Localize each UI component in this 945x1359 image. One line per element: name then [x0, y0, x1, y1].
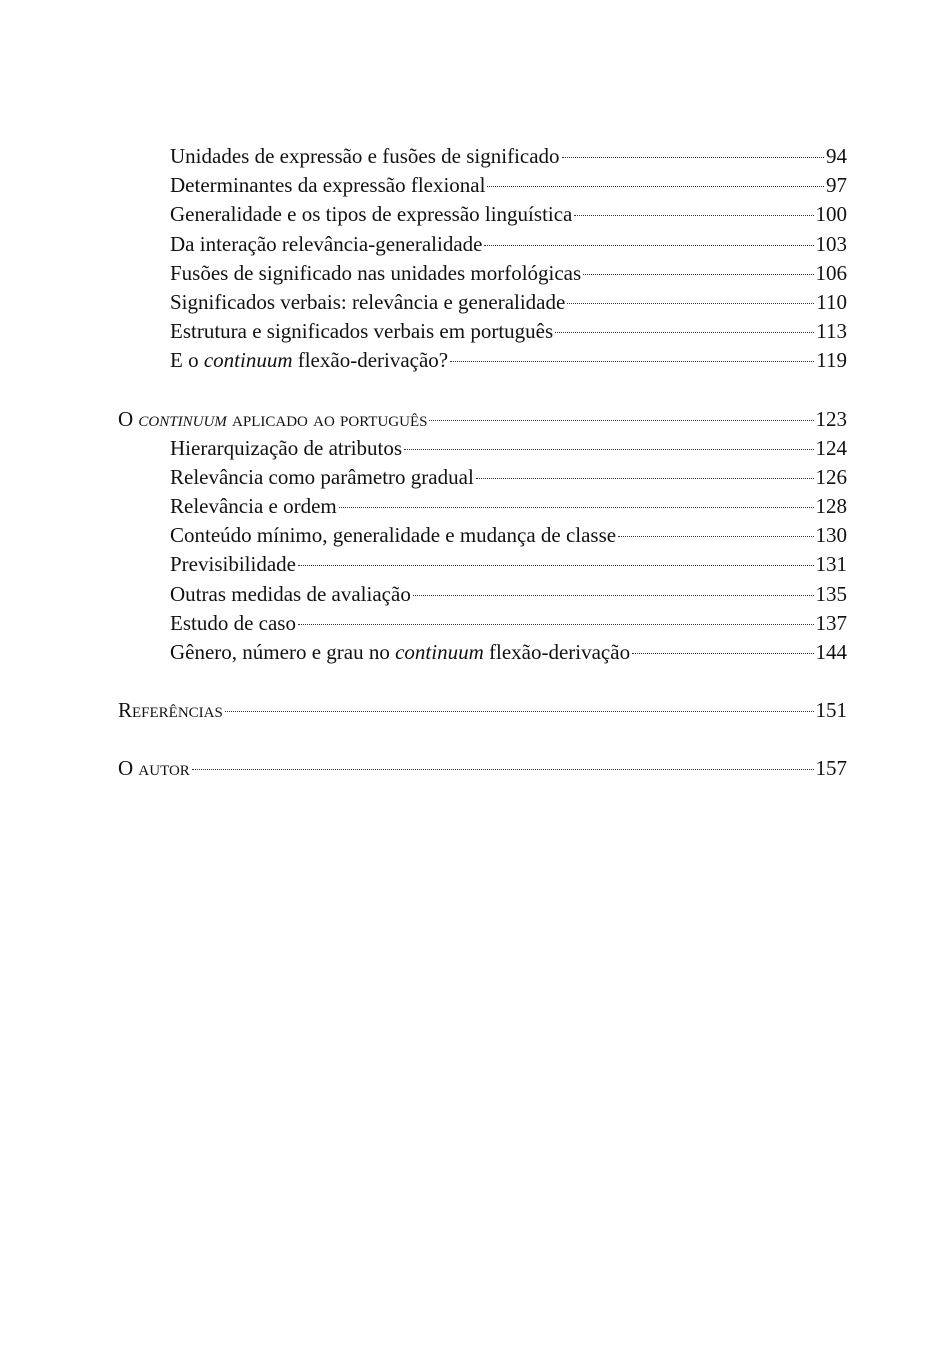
toc-entry[interactable] [118, 521, 847, 550]
toc-entry-title: Significados verbais: relevância e generalidade [170, 289, 566, 314]
toc-chapter[interactable] [118, 696, 847, 725]
toc-entry[interactable] [118, 171, 847, 200]
toc-entry-page: 110 [816, 289, 847, 314]
toc-chapter[interactable] [118, 754, 847, 783]
toc-chapter-title: Referências [118, 698, 223, 723]
dot-leader [476, 478, 814, 479]
toc-entry-title: Fusões de significado nas unidades morfológicas [170, 260, 582, 285]
toc-entry[interactable] [118, 580, 847, 609]
toc-entry-page: 103 [815, 231, 847, 256]
toc-entry[interactable] [118, 259, 847, 288]
toc-entry-page: 113 [816, 319, 847, 344]
title-text: flexão-derivação [483, 640, 631, 664]
dot-leader [298, 624, 814, 625]
dot-leader [583, 274, 813, 275]
toc-entry-title: Unidades de expressão e fusões de significado [170, 144, 560, 168]
toc-entry-title: Estudo de caso [170, 610, 296, 635]
toc-entry[interactable] [118, 550, 847, 579]
toc-entry-title: Relevância como parâmetro gradual [170, 464, 474, 489]
toc-entry-page: 100 [815, 202, 847, 227]
toc-entry-title [170, 638, 630, 667]
toc-entry[interactable] [118, 230, 847, 259]
toc-entry-title [170, 346, 448, 375]
title-italic-text: continuum [138, 406, 227, 431]
toc-entry[interactable] [118, 609, 847, 638]
title-text: E o [170, 348, 204, 373]
title-italic-text: continuum [395, 640, 484, 664]
dot-leader [413, 595, 814, 596]
toc-entry-title: Da interação relevância-generalidade [170, 231, 483, 256]
dot-leader [339, 507, 814, 508]
title-text: aplicado ao português [226, 406, 428, 431]
toc-entry-page: 123 [815, 406, 847, 431]
dot-leader [562, 157, 824, 158]
toc-entry-title: Conteúdo mínimo, generalidade e mudança de classe [170, 523, 617, 548]
toc-entry-page: 130 [815, 523, 847, 548]
toc-chapter[interactable] [118, 405, 847, 434]
title-text: flexão-derivação? [292, 348, 449, 373]
dot-leader [225, 711, 814, 712]
dot-leader [404, 449, 813, 450]
toc-entry[interactable] [118, 288, 847, 317]
toc-entry-page: 151 [815, 698, 847, 723]
toc-entry-page: 106 [815, 260, 847, 285]
toc-entry-page: 137 [815, 610, 847, 635]
toc-entry-page: 135 [815, 581, 847, 606]
toc-entry-page: 126 [815, 464, 847, 489]
toc-entry-page: 157 [815, 756, 847, 781]
toc-entry[interactable] [118, 200, 847, 229]
dot-leader [487, 186, 824, 187]
title-italic-text: continuum [203, 348, 293, 373]
toc-entry[interactable] [118, 492, 847, 521]
toc-entry-title: Estrutura e significados verbais em português [170, 319, 554, 344]
dot-leader [429, 420, 813, 421]
dot-leader [574, 215, 813, 216]
toc-entry[interactable] [118, 638, 847, 667]
table-of-contents [118, 142, 847, 784]
toc-entry-title: Outras medidas de avaliação [170, 581, 411, 606]
toc-entry-title: Previsibilidade [170, 552, 296, 577]
toc-chapter-title [118, 405, 427, 434]
dot-leader [450, 361, 814, 362]
toc-entry-title: Determinantes da expressão flexional [170, 173, 486, 198]
dot-leader [192, 769, 814, 770]
toc-entry[interactable] [118, 142, 847, 171]
title-text: Gênero, número e grau no [170, 640, 396, 664]
dot-leader [298, 565, 814, 566]
toc-entry[interactable] [118, 463, 847, 492]
toc-entry-title: Relevância e ordem [170, 494, 337, 519]
toc-entry-page: 131 [815, 552, 847, 577]
toc-entry-title: Generalidade e os tipos de expressão linguística [170, 202, 573, 227]
toc-entry-page: 94 [826, 144, 847, 168]
toc-chapter-title: O autor [118, 756, 190, 781]
toc-entry[interactable] [118, 317, 847, 346]
toc-entry-title: Hierarquização de atributos [170, 435, 403, 460]
toc-entry-page: 128 [815, 494, 847, 519]
dot-leader [632, 653, 813, 654]
dot-leader [484, 245, 813, 246]
toc-entry[interactable] [118, 434, 847, 463]
dot-leader [555, 332, 814, 333]
toc-entry-page: 144 [815, 640, 847, 664]
toc-entry-page: 119 [816, 348, 847, 373]
toc-entry-page: 97 [826, 173, 847, 198]
toc-entry[interactable] [118, 346, 847, 375]
dot-leader [618, 536, 813, 537]
dot-leader [567, 303, 814, 304]
toc-entry-page: 124 [815, 435, 847, 460]
title-text: O [118, 406, 139, 431]
